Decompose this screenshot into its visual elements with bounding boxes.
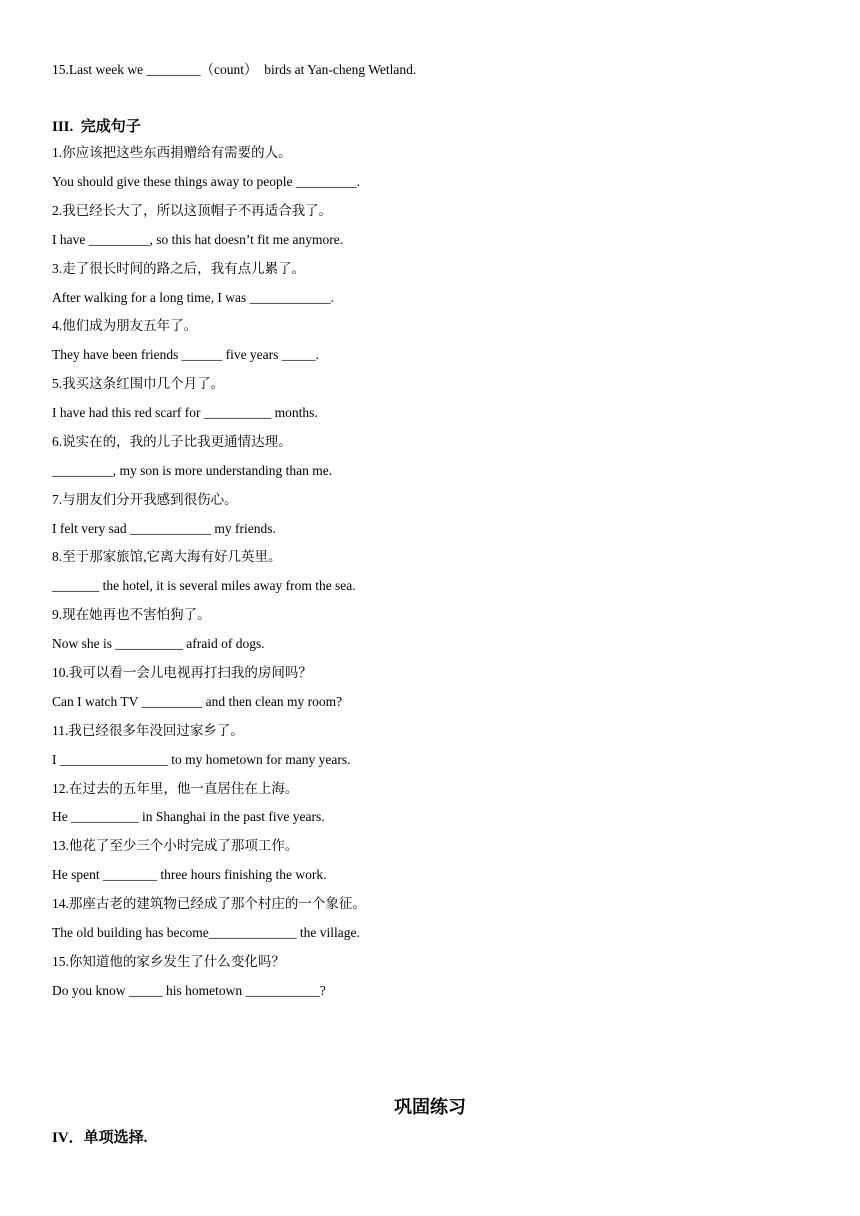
exercise-en: Now she is __________ afraid of dogs. <box>52 636 265 651</box>
exercise-cn: 12.在过去的五年里，他一直居住在上海。 <box>52 781 299 796</box>
exercise-cn: 9.现在她再也不害怕狗了。 <box>52 607 211 622</box>
exercise-en: I have _________, so this hat doesn’t fit me anymore. <box>52 232 344 247</box>
exercise-cn: 3.走了很长时间的路之后，我有点儿累了。 <box>52 261 306 276</box>
exercise-en: The old building has become_____________ the village. <box>52 925 360 940</box>
exercise-en: _________, my son is more understanding than me. <box>52 463 333 478</box>
exercise-en: He spent ________ three hours finishing the work. <box>52 867 327 882</box>
exercise-cn: 1.你应该把这些东西捐赠给有需要的人。 <box>52 145 292 160</box>
exercise-cn: 7.与朋友们分开我感到很伤心。 <box>52 492 238 507</box>
exercise-en: _______ the hotel, it is several miles away from the sea. <box>52 578 356 593</box>
exercise-cn: 15.你知道他的家乡发生了什么变化吗？ <box>52 954 285 969</box>
exercise-cn: 11.我已经很多年没回过家乡了。 <box>52 723 244 738</box>
exercise-cn: 10.我可以看一会儿电视再打扫我的房间吗？ <box>52 665 312 680</box>
exercise-en: I ________________ to my hometown for many years. <box>52 752 351 767</box>
exercise-cn: 8.至于那家旅馆,它离大海有好几英里。 <box>52 549 282 564</box>
exercise-en: Can I watch TV _________ and then clean my room? <box>52 694 343 709</box>
exercise-en: I have had this red scarf for __________ months. <box>52 405 318 420</box>
exercise-cn: 4.他们成为朋友五年了。 <box>52 318 198 333</box>
exercise-en: After walking for a long time, I was ____________. <box>52 290 334 305</box>
exercise-cn: 5.我买这条红围巾几个月了。 <box>52 376 225 391</box>
exercise-en: I felt very sad ____________ my friends. <box>52 521 276 536</box>
section-heading: IV．单项选择. <box>52 1130 148 1146</box>
exercise-en: He __________ in Shanghai in the past five years. <box>52 809 325 824</box>
consolidation-title: 巩固练习 <box>394 1097 466 1117</box>
exercise-cn: 14.那座古老的建筑物已经成了那个村庄的一个象征。 <box>52 896 366 911</box>
exercise-en: They have been friends ______ five years _____. <box>52 347 319 362</box>
exercise-en: Do you know _____ his hometown ___________? <box>52 983 326 998</box>
section-heading: III. 完成句子 <box>52 119 141 135</box>
exercise-cn: 13.他花了至少三个小时完成了那项工作。 <box>52 838 299 853</box>
top-item: 15.Last week we ________（count） birds at Yan-cheng Wetland. <box>52 62 417 77</box>
exercise-cn: 2.我已经长大了，所以这顶帽子不再适合我了。 <box>52 203 333 218</box>
exercise-cn: 6.说实在的，我的儿子比我更通情达理。 <box>52 434 292 449</box>
exercise-en: You should give these things away to people _________. <box>52 174 360 189</box>
